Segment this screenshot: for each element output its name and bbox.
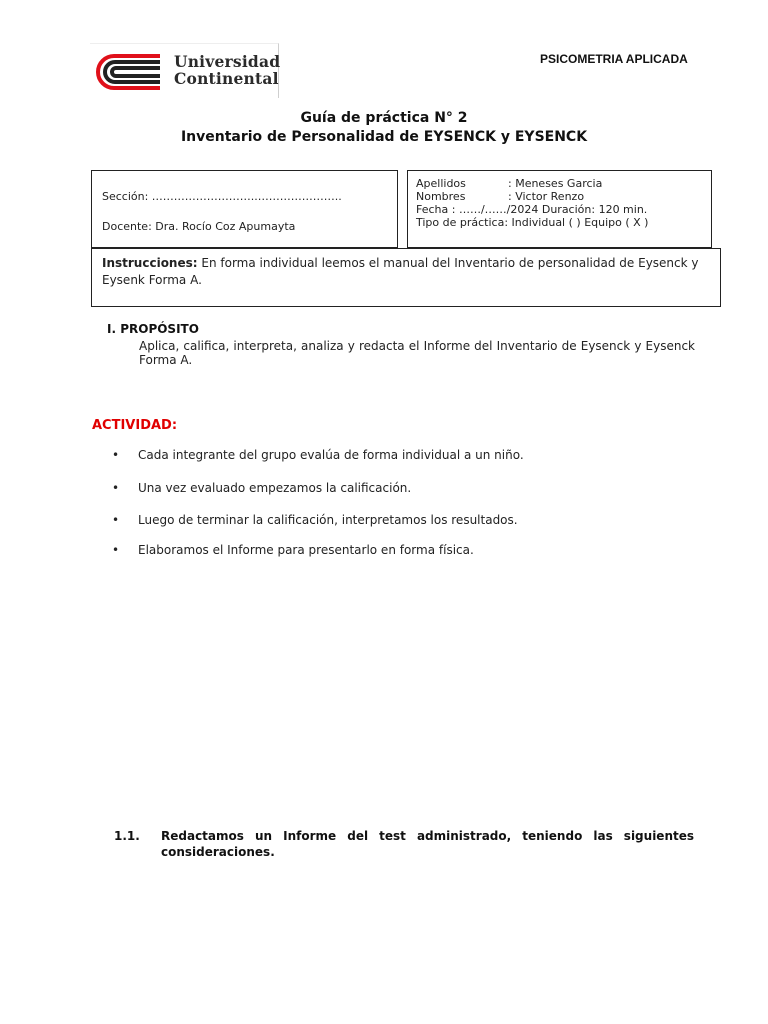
list-item <box>112 481 411 495</box>
bullet-icon: • <box>112 481 120 495</box>
docente-field: Docente: Dra. Rocío Coz Apumayta <box>102 220 296 233</box>
logo-line2: Continental <box>174 69 279 88</box>
apellidos-row <box>416 177 706 190</box>
instructions-label: Instrucciones: <box>102 256 198 270</box>
apellidos-label: Apellidos <box>416 177 466 190</box>
logo-text <box>174 53 280 87</box>
section-teacher-box <box>91 170 398 248</box>
bullet-icon: • <box>112 448 120 462</box>
instructions-text <box>102 255 712 289</box>
numbered-item <box>114 828 694 860</box>
student-info-box <box>407 170 712 248</box>
apellidos-value: : Meneses Garcia <box>508 177 603 190</box>
proposito-text: Aplica, califica, interpreta, analiza y redacta el Informe del Inventario de Eysenck y Eysenck Forma A. <box>139 339 695 367</box>
item-number: 1.1. <box>114 829 140 843</box>
bullet-icon: • <box>112 543 120 557</box>
course-name: PSICOMETRIA APLICADA <box>540 52 688 66</box>
list-item-text: Luego de terminar la calificación, interpretamos los resultados. <box>138 513 518 527</box>
continental-logo-icon <box>94 52 164 92</box>
list-item-text: Cada integrante del grupo evalúa de forma individual a un niño. <box>138 448 524 462</box>
nombres-value: : Victor Renzo <box>508 190 585 203</box>
list-item <box>112 543 474 557</box>
tipo-practica-row: Tipo de práctica: Individual ( ) Equipo ( X ) <box>416 216 649 229</box>
nombres-label: Nombres <box>416 190 466 203</box>
instructions-box <box>91 248 721 307</box>
university-logo <box>90 43 279 98</box>
list-item <box>112 513 518 527</box>
list-item <box>112 448 524 462</box>
student-info-content <box>416 177 706 229</box>
proposito-heading: I. PROPÓSITO <box>107 322 199 336</box>
nombres-row <box>416 190 706 203</box>
page-subtitle: Inventario de Personalidad de EYSENCK y EYSENCK <box>180 129 588 145</box>
logo-line1: Universidad <box>174 52 281 71</box>
actividad-heading: ACTIVIDAD: <box>92 418 178 433</box>
instructions-body: En forma individual leemos el manual del Inventario de personalidad de Eysenck y Eysenk Forma A. <box>102 256 699 287</box>
seccion-field: Sección: ………………………..………………….. <box>102 190 342 203</box>
item-text: Redactamos un Informe del test administrado, teniendo las siguientes consideraciones. <box>161 829 694 859</box>
list-item-text: Elaboramos el Informe para presentarlo en forma física. <box>138 543 474 557</box>
fecha-row: Fecha : ……/……/2024 Duración: 120 min. <box>416 203 648 216</box>
page-title: Guía de práctica N° 2 <box>300 110 468 126</box>
bullet-icon: • <box>112 513 120 527</box>
list-item-text: Una vez evaluado empezamos la calificación. <box>138 481 412 495</box>
